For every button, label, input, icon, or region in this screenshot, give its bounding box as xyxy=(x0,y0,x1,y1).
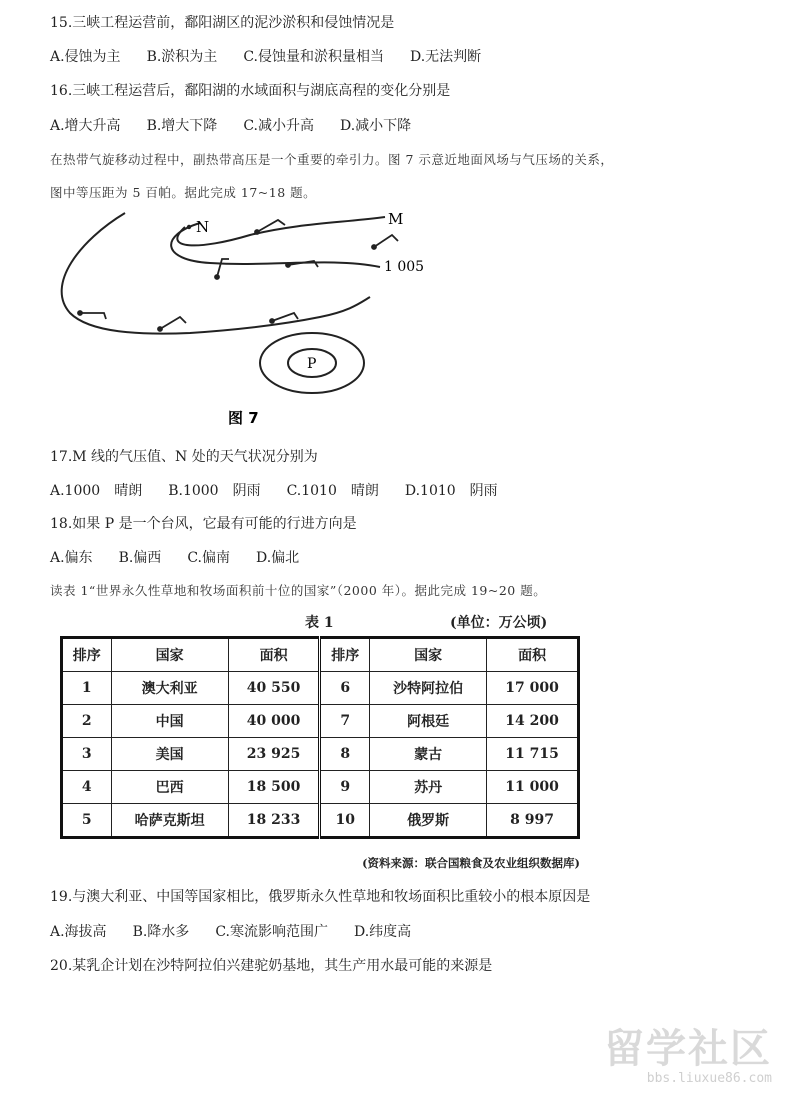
q15-options xyxy=(50,46,507,66)
label-p: P xyxy=(307,356,317,372)
q20-stem: 20.某乳企计划在沙特阿拉伯兴建驼奶基地，其生产用水最可能的来源是 xyxy=(50,958,493,974)
cell-area: 17 000 xyxy=(487,672,579,705)
q17-option-b: B.1000 阴雨 xyxy=(168,483,261,499)
q16-option-d: D.减小下降 xyxy=(339,118,412,134)
isobar-outer xyxy=(62,213,370,334)
wind-barb xyxy=(78,311,106,319)
header-area-1: 面积 xyxy=(228,638,320,672)
table-title: 表 1 xyxy=(305,615,334,631)
cell-country: 沙特阿拉伯 xyxy=(370,672,487,705)
q19-option-b: B.降水多 xyxy=(132,924,190,940)
cell-country: 阿根廷 xyxy=(370,705,487,738)
figure-7-isobar-map xyxy=(50,205,450,435)
cell-area: 18 233 xyxy=(228,804,320,838)
wind-barbs xyxy=(78,220,398,331)
cell-rank: 3 xyxy=(62,738,112,771)
cell-rank: 9 xyxy=(320,771,370,804)
q15-stem: 15.三峡工程运营前，鄱阳湖区的泥沙淤积和侵蚀情况是 xyxy=(50,15,395,31)
watermark-text: 留学社区 xyxy=(604,1026,772,1072)
q18-option-c: C.偏南 xyxy=(187,550,230,566)
q18-stem: 18.如果 P 是一个台风，它最有可能的行进方向是 xyxy=(50,516,357,532)
table-unit: (单位：万公顷) xyxy=(450,615,548,631)
q17-option-c: C.1010 晴朗 xyxy=(286,483,379,499)
wind-barb xyxy=(372,235,398,249)
q19-option-a: A.海拔高 xyxy=(50,924,107,940)
cell-rank: 7 xyxy=(320,705,370,738)
cell-country: 中国 xyxy=(111,705,228,738)
cell-rank: 8 xyxy=(320,738,370,771)
table-row xyxy=(62,804,579,838)
q15-option-d: D.无法判断 xyxy=(409,49,482,65)
q16-option-b: B.增大下降 xyxy=(146,118,218,134)
cell-area: 40 550 xyxy=(228,672,320,705)
cell-country: 蒙古 xyxy=(370,738,487,771)
q15-option-c: C.侵蚀量和淤积量相当 xyxy=(243,49,384,65)
cell-rank: 1 xyxy=(62,672,112,705)
header-rank-1: 排序 xyxy=(62,638,112,672)
table-row xyxy=(62,705,579,738)
label-m: M xyxy=(388,210,404,228)
q16-stem: 16.三峡工程运营后，鄱阳湖的水域面积与湖底高程的变化分别是 xyxy=(50,83,451,99)
q16-option-c: C.减小升高 xyxy=(243,118,314,134)
cell-country: 苏丹 xyxy=(370,771,487,804)
q17-option-a: A.1000 晴朗 xyxy=(50,483,143,499)
cell-area: 11 715 xyxy=(487,738,579,771)
cell-country: 俄罗斯 xyxy=(370,804,487,838)
q19-options xyxy=(50,921,437,941)
label-1005: 1 005 xyxy=(384,259,425,275)
q16-options xyxy=(50,115,437,135)
cell-area: 23 925 xyxy=(228,738,320,771)
table-row xyxy=(62,771,579,804)
grassland-table xyxy=(60,636,580,839)
q18-option-a: A.偏东 xyxy=(50,550,93,566)
q17-option-d: D.1010 阴雨 xyxy=(404,483,498,499)
cell-country: 美国 xyxy=(111,738,228,771)
table-row xyxy=(62,672,579,705)
header-country-1: 国家 xyxy=(111,638,228,672)
table-header-row xyxy=(62,638,579,672)
q19-stem: 19.与澳大利亚、中国等国家相比，俄罗斯永久性草地和牧场面积比重较小的根本原因是 xyxy=(50,889,591,905)
cell-area: 14 200 xyxy=(487,705,579,738)
q18-options xyxy=(50,547,325,567)
q18-option-d: D.偏北 xyxy=(255,550,300,566)
label-n: N xyxy=(196,218,210,236)
cell-rank: 10 xyxy=(320,804,370,838)
wind-barb xyxy=(255,220,285,234)
cell-area: 18 500 xyxy=(228,771,320,804)
intro-17-18-line1: 在热带气旋移动过程中，副热带高压是一个重要的牵引力。图 7 示意近地面风场与气压场的关系， xyxy=(50,152,614,167)
q15-option-b: B.淤积为主 xyxy=(146,49,218,65)
header-rank-2: 排序 xyxy=(320,638,370,672)
cell-country: 巴西 xyxy=(111,771,228,804)
cell-country: 澳大利亚 xyxy=(111,672,228,705)
q17-stem: 17.M 线的气压值、N 处的天气状况分别为 xyxy=(50,449,318,465)
q18-option-b: B.偏西 xyxy=(118,550,162,566)
header-area-2: 面积 xyxy=(487,638,579,672)
table-row xyxy=(62,738,579,771)
cell-area: 40 000 xyxy=(228,705,320,738)
table-1 xyxy=(60,612,580,870)
watermark xyxy=(604,1027,772,1086)
q16-option-a: A.增大升高 xyxy=(50,118,121,134)
wind-barb xyxy=(158,317,186,331)
cell-rank: 5 xyxy=(62,804,112,838)
cell-rank: 4 xyxy=(62,771,112,804)
cell-rank: 2 xyxy=(62,705,112,738)
q15-option-a: A.侵蚀为主 xyxy=(50,49,121,65)
q19-option-c: C.寒流影响范围广 xyxy=(215,924,328,940)
q19-option-d: D.纬度高 xyxy=(353,924,412,940)
wind-barb xyxy=(215,259,229,279)
cell-country: 哈萨克斯坦 xyxy=(111,804,228,838)
intro-17-18-line2: 图中等压距为 5 百帕。据此完成 17~18 题。 xyxy=(50,185,317,200)
figure-caption: 图 7 xyxy=(228,409,259,427)
cell-rank: 6 xyxy=(320,672,370,705)
header-country-2: 国家 xyxy=(370,638,487,672)
table-source: (资料来源：联合国粮食及农业组织数据库) xyxy=(362,856,580,870)
cell-area: 11 000 xyxy=(487,771,579,804)
point-n-marker xyxy=(187,225,191,229)
watermark-url: bbs.liuxue86.com xyxy=(646,1071,772,1086)
cell-area: 8 997 xyxy=(487,804,579,838)
intro-19-20: 读表 1“世界永久性草地和牧场面积前十位的国家”（2000 年）。据此完成 19~20 题。 xyxy=(50,583,547,598)
q17-options xyxy=(50,480,524,500)
